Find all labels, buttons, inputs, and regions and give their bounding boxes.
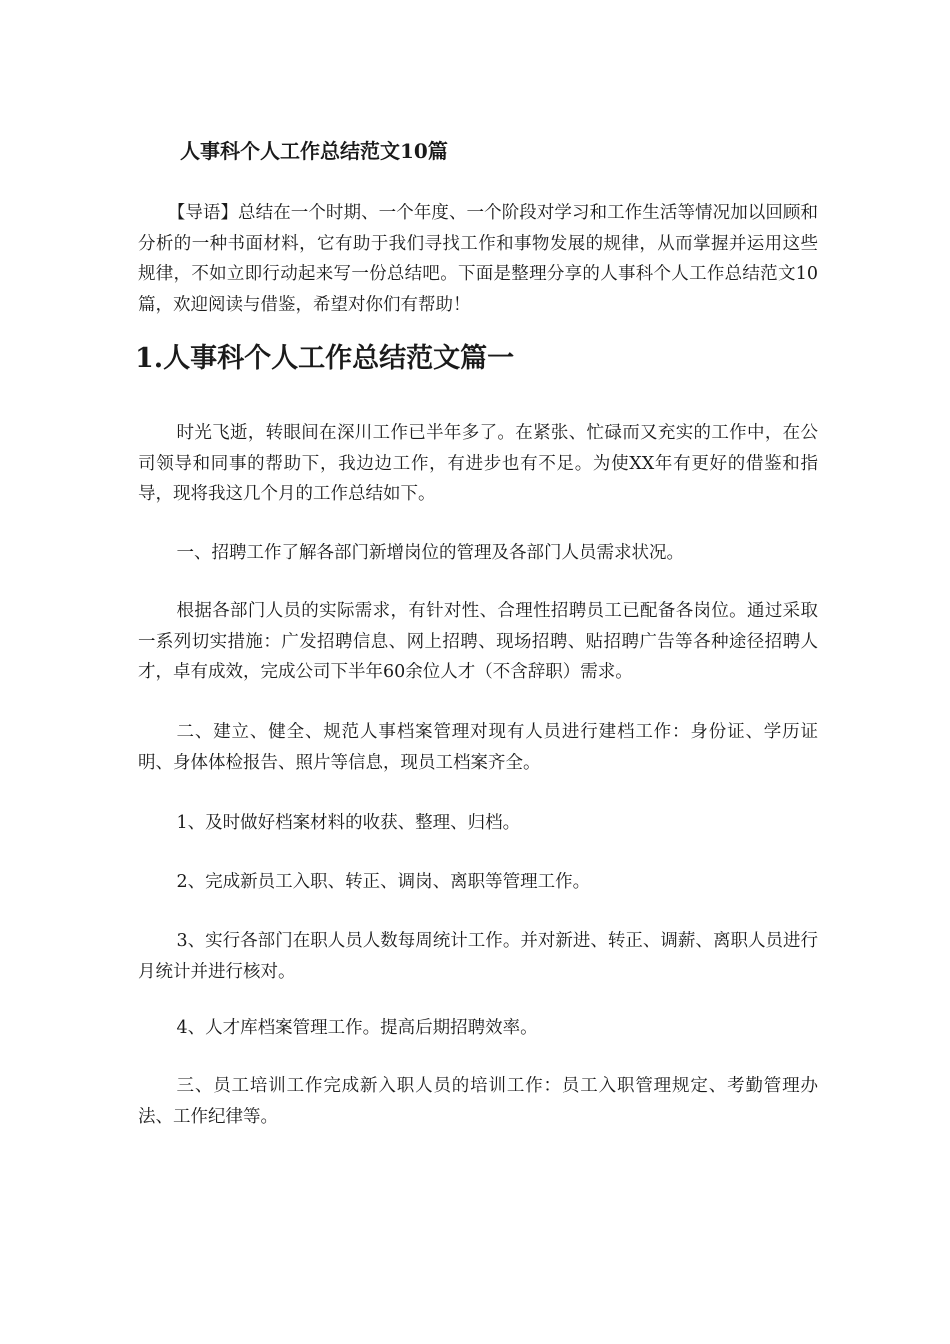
body-paragraph: 3、实行各部门在职人员人数每周统计工作。并对新进、转正、调薪、离职人员进行月统计并进行核对。 <box>138 931 818 982</box>
section-heading: 1.人事科个人工作总结范文篇一 <box>135 343 515 374</box>
body-paragraph: 一、招聘工作了解各部门新增岗位的管理及各部门人员需求状况。 <box>176 543 684 563</box>
body-paragraph: 根据各部门人员的实际需求，有针对性、合理性招聘员工已配备各岗位。通过采取一系列切实措施：广发招聘信息、网上招聘、现场招聘、贴招聘广告等各种途径招聘人才，卓有成效，完成公司下半年60余位人才（不含辞职）需求。 <box>138 601 818 682</box>
body-paragraph: 1、及时做好档案材料的收获、整理、归档。 <box>176 813 521 833</box>
document-title: 人事科个人工作总结范文10篇 <box>180 139 448 163</box>
body-paragraph: 时光飞逝，转眼间在深川工作已半年多了。在紧张、忙碌而又充实的工作中，在公司领导和同事的帮助下，我边边工作，有进步也有不足。为使XX年有更好的借鉴和指导，现将我这几个月的工作总结如下。 <box>138 423 818 504</box>
body-paragraph: 三、员工培训工作完成新入职人员的培训工作：员工入职管理规定、考勤管理办法、工作纪律等。 <box>138 1076 818 1127</box>
intro-paragraph: 【导语】总结在一个时期、一个年度、一个阶段对学习和工作生活等情况加以回顾和分析的一种书面材料，它有助于我们寻找工作和事物发展的规律，从而掌握并运用这些规律，不如立即行动起来写一份总结吧。下面是整理分享的人事科个人工作总结范文10篇，欢迎阅读与借鉴，希望对你们有帮助！ <box>138 203 818 315</box>
body-paragraph: 4、人才库档案管理工作。提高后期招聘效率。 <box>176 1018 538 1038</box>
body-paragraph: 2、完成新员工入职、转正、调岗、离职等管理工作。 <box>176 872 591 892</box>
body-paragraph: 二、建立、健全、规范人事档案管理对现有人员进行建档工作：身份证、学历证明、身体体检报告、照片等信息，现员工档案齐全。 <box>138 722 818 773</box>
